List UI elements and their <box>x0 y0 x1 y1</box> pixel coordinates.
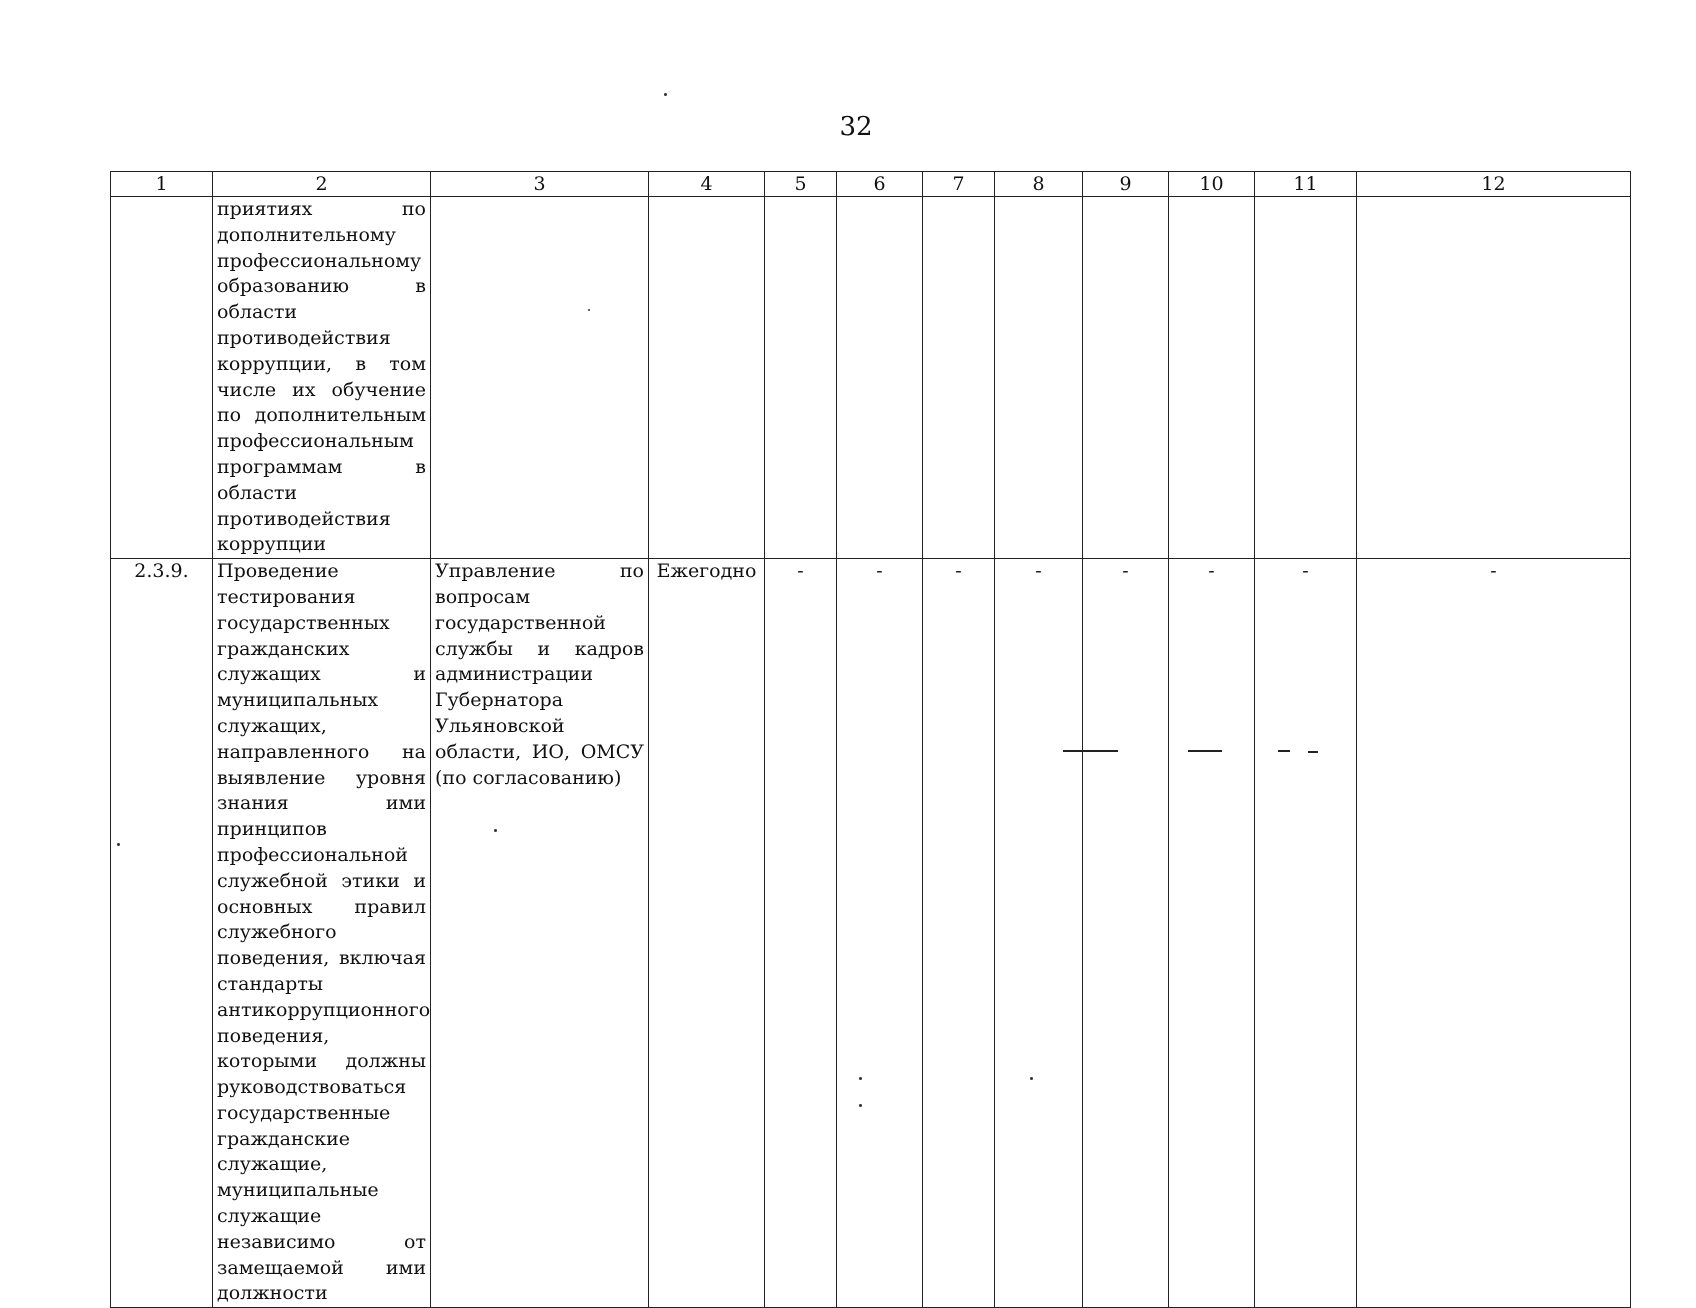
table-row <box>111 559 1631 1308</box>
cell-col9 <box>1083 197 1169 559</box>
cell-col10: - <box>1169 559 1255 1308</box>
row-description <box>213 559 431 1308</box>
table-row <box>111 197 1631 559</box>
scan-speck <box>664 93 667 96</box>
column-header: 3 <box>431 172 649 197</box>
scan-speck <box>117 843 120 846</box>
cell-col9: - <box>1083 559 1169 1308</box>
row-deadline: Ежегодно <box>649 559 765 1308</box>
scan-mark <box>1063 750 1118 752</box>
description-text: приятиях по дополнительному профессиональному образованию в области противодействия коррупции, в том числе их обучение по дополнительным профессиональным программам в области противодействия коррупции <box>217 198 426 556</box>
cell-col10 <box>1169 197 1255 559</box>
column-header: 1 <box>111 172 213 197</box>
column-header: 6 <box>837 172 923 197</box>
column-header: 4 <box>649 172 765 197</box>
cell-col8: - <box>995 559 1083 1308</box>
row-responsible: Управление по вопросам государственной службы и кадров администрации Губернатора Ульяновской области, ИО, ОМСУ (по согласованию) <box>431 559 649 1308</box>
cell-col6 <box>837 197 923 559</box>
cell-col7 <box>923 197 995 559</box>
scan-mark <box>1308 751 1318 753</box>
row-deadline <box>649 197 765 559</box>
cell-col8 <box>995 197 1083 559</box>
description-text: Проведение тестирования государственных гражданских служащих и муниципальных служащих, направленного на выявление уровня знания ими принципов профессиональной служебной этики и основных правил служебного поведения, включая стандарты антикоррупционного поведения, которыми должны руководствоваться государственные гражданские служащие, муниципальные служащие независимо от замещаемой ими должности <box>217 560 431 1305</box>
column-header: 8 <box>995 172 1083 197</box>
header-row <box>111 172 1631 197</box>
scan-speck <box>494 829 497 832</box>
scan-speck <box>859 1077 862 1080</box>
cell-col7: - <box>923 559 995 1308</box>
cell-col12: - <box>1357 559 1631 1308</box>
row-description <box>213 197 431 559</box>
column-header: 7 <box>923 172 995 197</box>
scan-mark <box>1278 750 1290 752</box>
scan-speck <box>588 309 590 311</box>
scan-mark <box>1188 750 1222 752</box>
cell-col5: - <box>765 559 837 1308</box>
column-header: 11 <box>1255 172 1357 197</box>
column-header: 2 <box>213 172 431 197</box>
scan-speck <box>859 1104 862 1107</box>
column-header: 9 <box>1083 172 1169 197</box>
plan-table <box>110 171 1631 1308</box>
row-number <box>111 197 213 559</box>
column-header: 10 <box>1169 172 1255 197</box>
cell-col6: - <box>837 559 923 1308</box>
cell-col5 <box>765 197 837 559</box>
page-number: 32 <box>839 112 873 142</box>
cell-col12 <box>1357 197 1631 559</box>
column-header: 5 <box>765 172 837 197</box>
cell-col11 <box>1255 197 1357 559</box>
scan-speck <box>1030 1077 1033 1080</box>
cell-col11: - <box>1255 559 1357 1308</box>
row-number: 2.3.9. <box>111 559 213 1308</box>
column-header: 12 <box>1357 172 1631 197</box>
row-responsible <box>431 197 649 559</box>
